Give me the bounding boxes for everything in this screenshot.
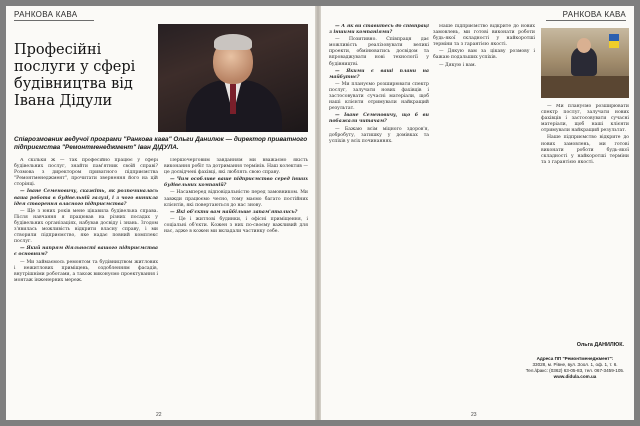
company-address [521,356,629,380]
page-number-left: 22 [156,412,162,418]
right-column-3 [541,104,629,336]
right-column-2 [433,24,535,416]
section-header-left: РАНКОВА КАВА [14,10,78,19]
article-lead: Співрозмовник ведучої програми "Ранкова кава" Ольги Данилюк — директор приватного підприємства "Ремонтменеджмент" Іван ДІДУЛА. [14,136,308,151]
paragraph: Першочерговим завданням ми вважаємо якість виконання робіт та дотримання термінів. Наш колектив — це досвідчені фахівці, які люблять свою справу. [164,158,308,176]
website-link[interactable]: www.didula.com.ua [553,374,597,379]
header-rule-right [546,20,626,21]
question: — Іване Семеновичу, що б ви побажали читачам? [329,113,429,125]
office-photo [541,28,629,98]
office-desk [541,76,629,98]
page-number-right: 23 [471,412,477,418]
paragraph: — Дякую вам за цікаву розмову і бажаю подальших успіхів. [433,49,535,61]
address-line: Тел./факс: (0362) 63-05-83, тел. 067-3459-105. [525,368,625,373]
address-line: 33028, м. Рівне, вул. Зоол. 1, оф. 1, т. 6. [532,362,618,367]
paragraph: — Дякую і вам. [439,62,477,68]
left-column-2 [164,158,308,416]
question: — Іване Семеновичу, скажіть, як розпочиналась ваша робота в будівельній галузі, і з чого виникла ідея створення власного підприємства? [14,189,158,207]
portrait-photo [158,24,308,132]
question: — Які об'єкти вам найбільше запам'ятались? [170,209,298,215]
left-column-1 [14,158,158,416]
paragraph: Наше підприємство відкрите до нових замовлень, ми готові виконати роботи будь-якої складності у найкоротші терміни та з гарантією якості. [433,24,535,48]
question: — Якими є ваші плани на майбутнє? [329,68,429,80]
question: — А як ви ставитесь до співпраці з іншими компаніями? [329,24,429,36]
right-column-1 [329,24,429,416]
flag-shape [609,34,619,48]
paragraph: — Насамперед відповідальністю перед замовником. Ми завжди працюємо чесно, тому маємо багато постійних клієнтів, які повертаються до нас знову. [164,190,308,208]
right-page [321,6,634,420]
question: — Чим особливе ваше підприємство серед інших будівельних компаній? [164,177,308,189]
article-title: Професійні послуги у сфері будівництва від Івана Дідули [14,41,136,109]
left-page [6,6,315,420]
address-line: Адреса ПП "Ремонтменеджмент": [536,356,614,361]
paragraph: — Це і житлові будинки, і офісні приміщення, і соціальні об'єкти. Кожен з них по-своєму важливий для нас, адже в кожен ми вкладали частинку себе. [164,216,308,235]
office-person-face [577,38,591,53]
paragraph: — Бажаю всім міцного здоров'я, добробуту, затишку у домівках та успіхів у всіх починаннях. [329,126,429,144]
portrait-hair [214,34,252,50]
paragraph: А скільки ж — так професійно працює у сфері будівельних послуг, знайти пам'ятник своїй справі? Розмова з директором приватного підприємства "Ремонтменеджмент", прочитати звернення його на цій сторінці. [14,158,158,188]
paragraph: — Ще з юних років мене цікавила будівельна справа. Після навчання я працював на різних посадах у будівельних організаціях, набував досвіду і знань. Згодом з'явилась можливість відкрити власну справу, і ми створили підприємство, яке надає повний комплекс послуг. [14,208,158,245]
header-rule-left [14,20,94,21]
paragraph: — Ми плануємо розширювати спектр послуг, залучати нових фахівців і застосовувати сучасні матеріали, щоб наші клієнти отримували найкращий результат. [541,104,629,134]
author-signature: Ольга ДАНИЛЮК. [576,342,624,348]
question: — Який напрям діяльності вашого підприємства є основним? [14,246,158,258]
paragraph: — Позитивно. Співпраця дає можливість реалізовувати великі проекти, обмінюватись досвідом та впроваджувати нові технології у будівництві. [329,37,429,67]
portrait-tie [230,84,236,114]
section-header-right: РАНКОВА КАВА [562,10,626,19]
paragraph: — Ми займаємось ремонтом та будівництвом житлових і нежитлових приміщень, оздобленням фасадів, внутрішніми роботами, а також виконуємо проектування і монтаж інженерних мереж. [14,259,158,283]
paragraph: — Ми плануємо розширювати спектр послуг, залучати нових фахівців і застосовувати сучасні матеріали, щоб наші клієнти отримували найкращий результат. [329,81,429,112]
paragraph: Наше підприємство відкрите до нових замовлень, ми готові виконати роботи будь-якої складності у найкоротші терміни та з гарантією якості. [541,135,629,165]
